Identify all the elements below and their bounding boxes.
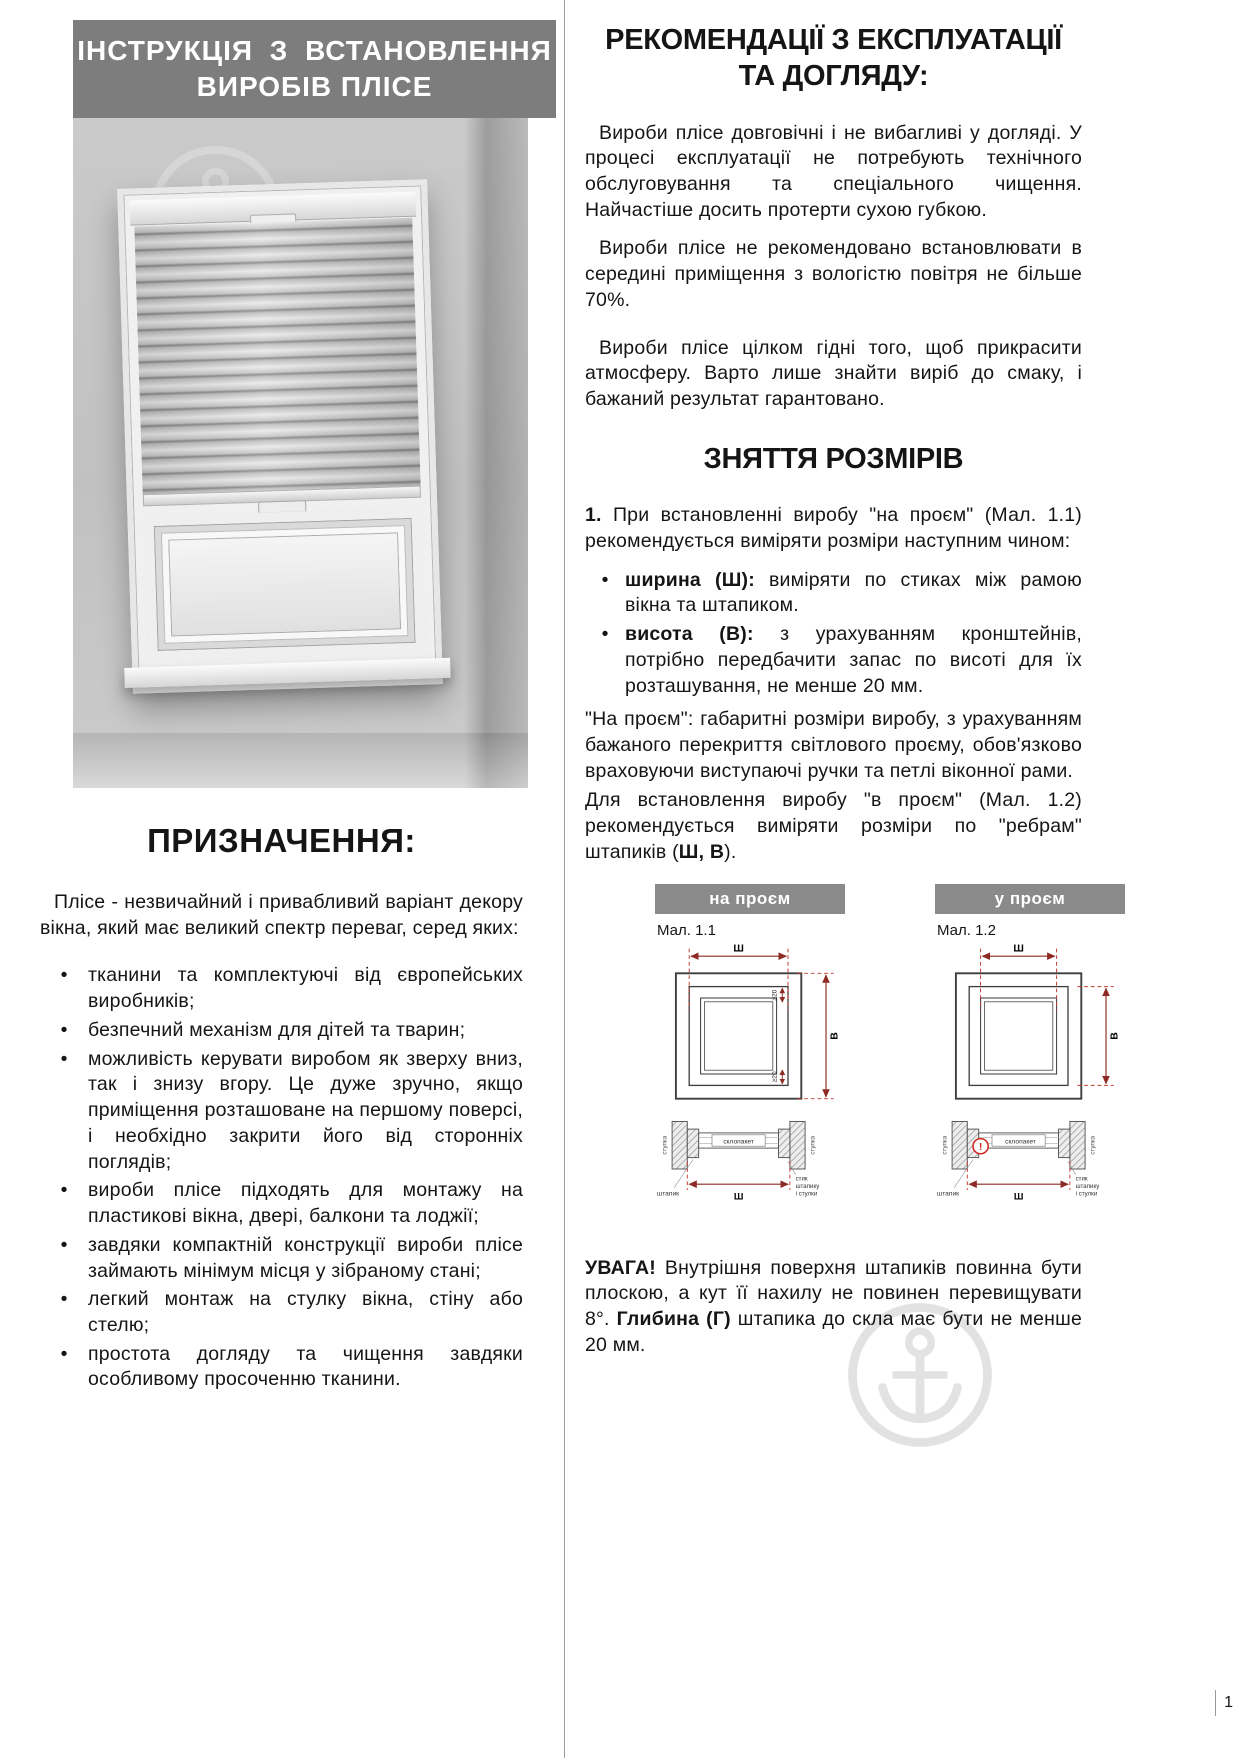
wall-corner-shading	[464, 118, 528, 788]
joint-label: стик штапику і стулки	[795, 1175, 820, 1198]
height-label: В	[1109, 1031, 1121, 1040]
banner-line-2: ВИРОБІВ ПЛІСЕ	[196, 71, 433, 102]
care-paragraph-1: Вироби плісе довговічні і не вибагливі у догляді. У процесі експлуатації не потребують технічного обслуговування та спеціального чищення. Найчастіше досить протерти сухою губкою.	[585, 121, 1082, 221]
window-sill	[124, 658, 450, 688]
width-label: Ш	[733, 1191, 744, 1203]
diagram-figure-2	[935, 941, 1125, 1226]
window-glass	[143, 508, 425, 662]
bullet-marker: •	[60, 1342, 68, 1365]
clearance-label: ≥20	[771, 989, 779, 1001]
sash-label: стулка	[1089, 1135, 1097, 1155]
list-item: • легкий монтаж на стулку вікна, стіну або стелю;	[40, 1287, 523, 1338]
step-number: 1.	[585, 504, 602, 527]
sash-label: стулка	[941, 1135, 949, 1155]
care-paragraph-3: Вироби плісе цілком гідні того, щоб прикрасити атмосферу. Варто лише знайти виріб до смаку, і бажаний результат гарантовано.	[585, 336, 1082, 411]
attention-paragraph: УВАГА! Внутрішня поверхня штапиків повинна бути плоскою, а кут її нахилу не повинен перевищувати 8°. Глибина (Г) штапика до скла має бути не менше 20 мм.	[585, 1256, 1082, 1356]
banner-line-1: ІНСТРУКЦІЯ З ВСТАНОВЛЕННЯ	[77, 35, 552, 66]
figure-label: Мал. 1.1	[657, 921, 716, 939]
window-sash	[162, 526, 407, 643]
bullet-marker: •	[601, 623, 609, 646]
warning-mark: !	[978, 1141, 983, 1153]
list-item: • безпечний механізм для дітей та тварин;	[40, 1018, 523, 1044]
pleated-blind	[134, 218, 420, 495]
care-paragraph-2: Вироби плісе не рекомендовано встановлювати в середині приміщення з вологістю повітря не більше 70%.	[585, 237, 1082, 311]
list-item: • висота (В): з урахуванням кронштейнів, потрібно передбачити запас по висоті для їх розташування, не менше 20 мм.	[585, 622, 1082, 699]
depth-term: Глибина (Г)	[616, 1308, 731, 1331]
page-number-divider	[1215, 1690, 1216, 1716]
glass-unit-label: склопакет	[1005, 1137, 1036, 1145]
profile-section	[952, 1121, 1085, 1169]
bead-label: штапик	[656, 1190, 680, 1198]
purpose-list	[40, 963, 523, 1393]
left-header-banner	[73, 20, 556, 118]
window-drawing	[956, 973, 1081, 1098]
diagram-figure-1	[655, 941, 845, 1226]
sash-label: стулка	[809, 1135, 817, 1155]
purpose-title: ПРИЗНАЧЕННЯ:	[147, 822, 416, 859]
width-label: Ш	[733, 943, 744, 955]
floor-shading	[73, 733, 528, 788]
page-number	[1215, 1690, 1233, 1716]
window-frame	[117, 179, 443, 693]
blind-photo-illustration	[73, 118, 528, 788]
measure-list	[585, 568, 1082, 700]
measure-v-proem-paragraph: Для встановлення виробу "в проєм" (Мал. 1.2) рекомендується виміряти розміри по "ребрам" штапиків (Ш, В).	[585, 789, 1082, 863]
figure-label: Мал. 1.2	[937, 921, 996, 939]
diagram-tab-u-proem: у проєм	[935, 884, 1125, 914]
list-item: • тканини та комплектуючі від європейських виробників;	[40, 963, 523, 1014]
height-label: В	[829, 1031, 841, 1040]
clearance-label: ≥20	[771, 1070, 779, 1083]
measuring-diagrams	[655, 884, 1125, 1226]
list-item: • ширина (Ш): виміряти по стиках між рамою вікна та штапиком.	[585, 568, 1082, 619]
profile-section	[672, 1121, 805, 1169]
height-dimension	[798, 973, 841, 1098]
joint-label: стик штапику і стулки	[1075, 1175, 1100, 1198]
care-title-line2: ТА ДОГЛЯДУ:	[738, 60, 929, 93]
bullet-marker: •	[601, 568, 609, 591]
care-title-line1: РЕКОМЕНДАЦІЇ З ЕКСПЛУАТАЦІЇ	[605, 24, 1062, 56]
window-with-pleated-blind	[117, 179, 443, 693]
list-item: • простота догляду та чищення завдяки особливому просоченню тканини.	[40, 1342, 523, 1393]
bullet-marker: •	[60, 1018, 68, 1041]
list-item: • можливість керувати виробом як зверху вниз, так і знизу вгору. Це дуже зручно, якщо приміщення розташоване на першому поверсі, і необхідно закрити його від сторонніх поглядів;	[40, 1047, 523, 1176]
bullet-marker: •	[60, 964, 68, 987]
list-item: • вироби плісе підходять для монтажу на пластикові вікна, двері, балкони та лоджії;	[40, 1178, 523, 1229]
measure-na-proem-paragraph: "На проєм": габаритні розміри виробу, з урахуванням бажаного перекриття світлового проєму, обов'язково враховуючи виступаючі ручки та петлі віконної рами.	[585, 708, 1082, 782]
diagram-tab-na-proem: на проєм	[655, 884, 845, 914]
list-item: • завдяки компактній конструкції вироби плісе займають мінімум місця у зібраному стані;	[40, 1233, 523, 1284]
purpose-section	[40, 822, 523, 1396]
attention-word: УВАГА!	[585, 1256, 656, 1279]
page-number-value: 1	[1224, 1694, 1233, 1711]
bead-label: штапик	[936, 1190, 960, 1198]
measure-title: ЗНЯТТЯ РОЗМІРІВ	[703, 442, 964, 475]
bullet-marker: •	[60, 1047, 68, 1070]
bullet-marker: •	[60, 1233, 68, 1256]
height-dimension	[1078, 986, 1121, 1085]
diagram-u-proem	[935, 884, 1125, 1226]
column-divider	[564, 0, 565, 1758]
bullet-marker: •	[60, 1288, 68, 1311]
measure-step-1: 1. При встановленні виробу "на проєм" (Мал. 1.1) рекомендується виміряти розміри наступним чином:	[585, 504, 1082, 552]
diagram-na-proem	[655, 884, 845, 1226]
width-label: Ш	[1013, 943, 1024, 955]
sash-label: стулка	[661, 1135, 669, 1155]
glass-unit-label: склопакет	[723, 1137, 754, 1145]
purpose-intro: Плісе - незвичайний і привабливий варіант декору вікна, який має великий спектр переваг, серед яких:	[40, 891, 523, 939]
width-label: Ш	[1013, 1191, 1024, 1203]
care-title	[585, 22, 1082, 95]
bullet-marker: •	[60, 1179, 68, 1202]
right-column	[585, 22, 1125, 1372]
warning-icon	[973, 1138, 988, 1153]
